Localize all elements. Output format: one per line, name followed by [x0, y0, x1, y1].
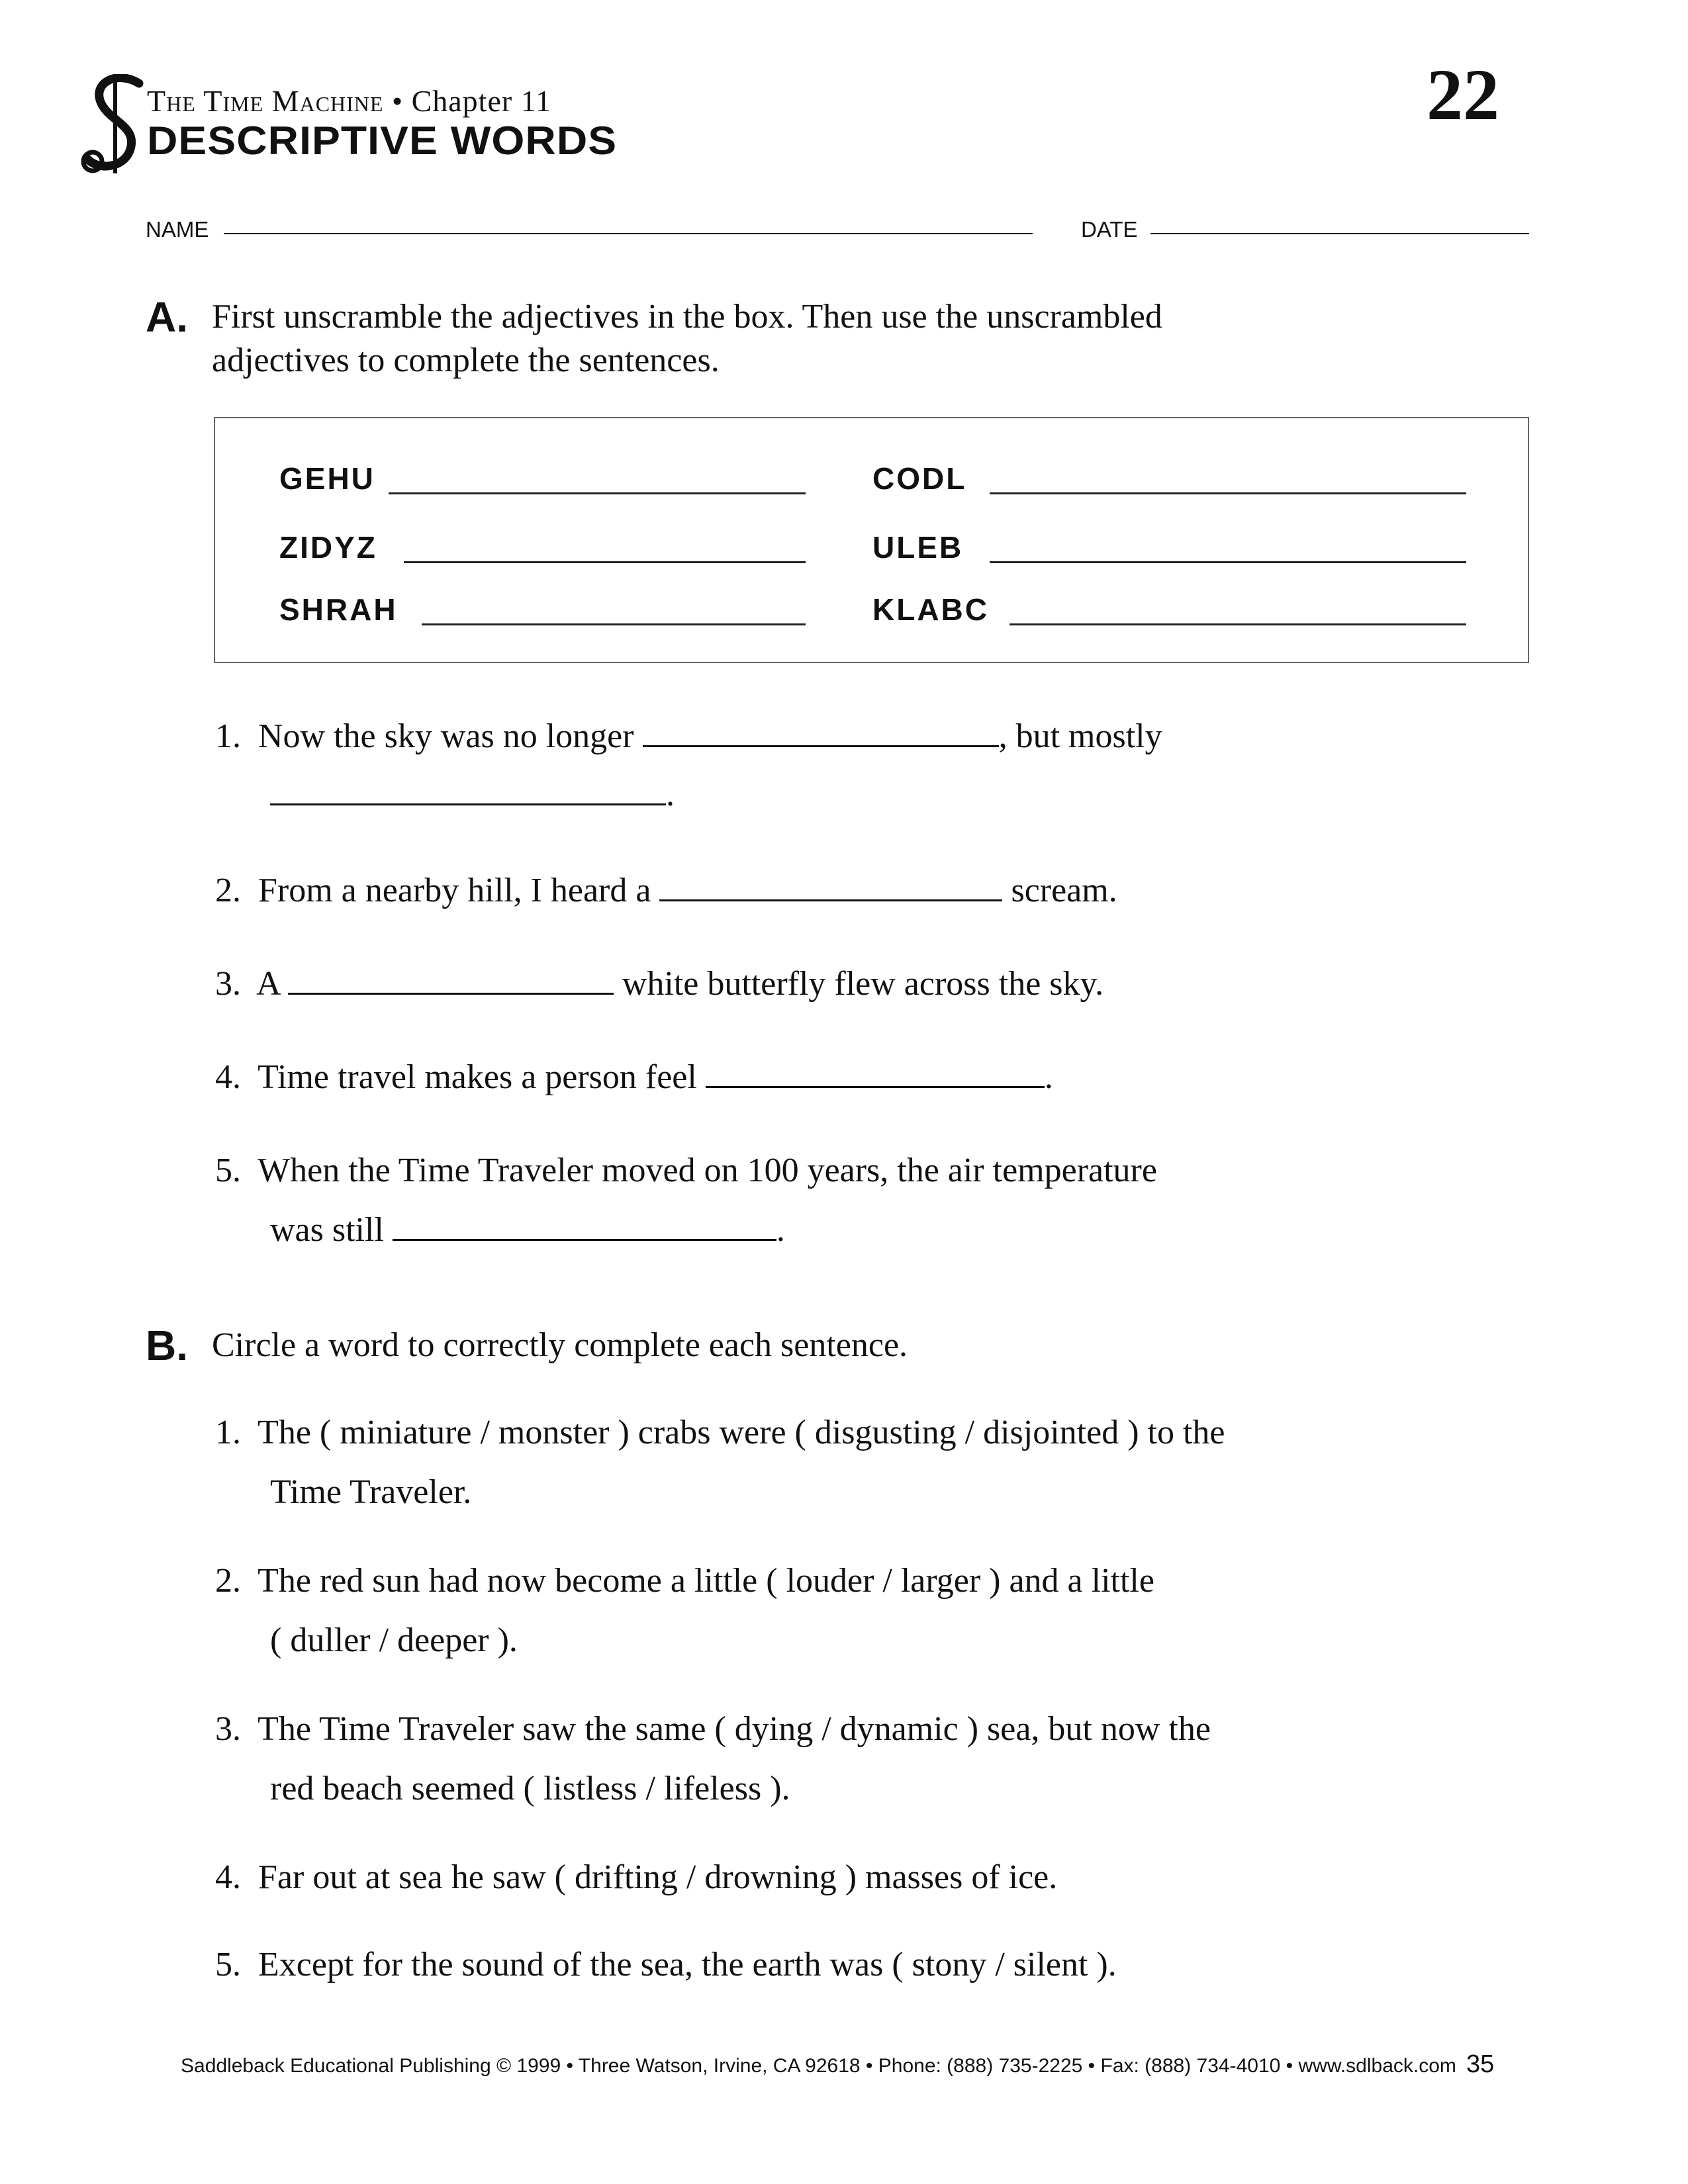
answer-line-1[interactable] — [389, 492, 806, 494]
worksheet-title: DESCRIPTIVE WORDS — [147, 118, 618, 163]
b-item-2-number: 2. — [215, 1562, 241, 1600]
name-line[interactable] — [224, 233, 1033, 234]
footer-page-number: 35 — [1466, 2050, 1495, 2078]
b-item-2-text: The red sun had now become a little ( louder / larger ) and a little — [258, 1562, 1154, 1600]
b-item-1-number: 1. — [215, 1414, 241, 1451]
a-item-2-text-after: scream. — [1011, 872, 1117, 909]
b-item-1-line1 — [215, 1411, 1225, 1455]
b-item-3-line1 — [215, 1707, 1211, 1751]
a-item-1-end: . — [666, 776, 675, 813]
a-item-5-text-2: was still — [270, 1211, 384, 1249]
section-b-instructions: Circle a word to correctly complete each sentence. — [212, 1326, 908, 1364]
a-item-3-number: 3. — [215, 965, 241, 1003]
section-a-instructions-line1: First unscramble the adjectives in the box. Then use the unscrambled — [212, 298, 1162, 336]
b-item-2-line2: ( duller / deeper ). — [270, 1621, 518, 1659]
scrambled-word-2: CODL — [872, 461, 967, 496]
scrambled-word-3: ZIDYZ — [279, 530, 377, 565]
scrambled-word-4: ULEB — [872, 530, 964, 565]
a-item-4 — [215, 1056, 1053, 1099]
book-title: The Time Machine — [147, 84, 384, 118]
a-item-2 — [215, 869, 1117, 913]
a-item-3 — [215, 962, 1103, 1006]
section-a-instructions-line2: adjectives to complete the sentences. — [212, 341, 720, 379]
publisher-logo-icon — [78, 74, 151, 173]
b-item-5-number: 5. — [215, 1946, 241, 1983]
series-title — [147, 83, 551, 118]
answer-line-6[interactable] — [1009, 623, 1466, 625]
separator-dot: • — [391, 84, 404, 118]
a-item-1-line1 — [215, 715, 1162, 758]
a-item-3-text: A — [256, 965, 279, 1003]
a-item-4-number: 4. — [215, 1058, 241, 1096]
a-item-1-line2 — [270, 773, 675, 817]
a-item-1-text: Now the sky was no longer — [258, 717, 634, 755]
b-item-1-line2: Time Traveler. — [270, 1473, 472, 1511]
answer-line-2[interactable] — [990, 492, 1466, 494]
a-item-4-text-after: . — [1044, 1058, 1053, 1096]
chapter-label: Chapter 11 — [411, 84, 551, 118]
b-item-3-line2: red beach seemed ( listless / lifeless ). — [270, 1770, 790, 1807]
scrambled-word-5: SHRAH — [279, 592, 398, 627]
date-line[interactable] — [1150, 233, 1529, 234]
a-item-5-text: When the Time Traveler moved on 100 years, the air temperature — [258, 1152, 1157, 1189]
a-item-5-blank[interactable] — [393, 1210, 776, 1241]
a-item-3-blank[interactable] — [288, 964, 614, 995]
b-item-2-line1 — [215, 1559, 1154, 1603]
a-item-1-text-2: , but mostly — [998, 717, 1162, 755]
a-item-1-number: 1. — [215, 717, 241, 755]
scrambled-words-box — [214, 417, 1529, 663]
b-item-5-text: Except for the sound of the sea, the earth was ( stony / silent ). — [258, 1946, 1117, 1983]
answer-line-5[interactable] — [422, 623, 806, 625]
a-item-5-line2 — [270, 1208, 785, 1252]
a-item-2-number: 2. — [215, 872, 241, 909]
b-item-3-number: 3. — [215, 1710, 241, 1748]
section-b-letter: B. — [146, 1322, 188, 1369]
section-a-letter: A. — [146, 293, 188, 341]
b-item-4-number: 4. — [215, 1858, 241, 1896]
b-item-3-text: The Time Traveler saw the same ( dying / dynamic ) sea, but now the — [258, 1710, 1211, 1748]
scrambled-word-6: KLABC — [872, 592, 989, 627]
b-item-4 — [215, 1856, 1057, 1899]
a-item-2-blank[interactable] — [659, 870, 1002, 901]
a-item-3-text-after: white butterfly flew across the sky. — [622, 965, 1104, 1003]
answer-line-4[interactable] — [990, 561, 1466, 563]
scrambled-word-1: GEHU — [279, 461, 375, 496]
a-item-4-blank[interactable] — [706, 1057, 1045, 1088]
a-item-2-text: From a nearby hill, I heard a — [258, 872, 651, 909]
footer-copyright: Saddleback Educational Publishing © 1999 • Three Watson, Irvine, CA 92618 • Phone: (888) 735-2225 • Fax: (888) 734-4010 • www.sdlback.com — [181, 2055, 1456, 2077]
name-label: NAME — [146, 217, 209, 242]
a-item-4-text: Time travel makes a person feel — [258, 1058, 697, 1096]
a-item-5-line1 — [215, 1149, 1157, 1193]
b-item-1-text: The ( miniature / monster ) crabs were ( disgusting / disjointed ) to the — [258, 1414, 1225, 1451]
worksheet-number: 22 — [1427, 54, 1499, 135]
date-label: DATE — [1081, 217, 1138, 242]
a-item-5-number: 5. — [215, 1152, 241, 1189]
a-item-1-blank-1[interactable] — [643, 716, 999, 747]
a-item-1-blank-2[interactable] — [270, 774, 666, 805]
answer-line-3[interactable] — [404, 561, 806, 563]
a-item-5-end: . — [776, 1211, 785, 1249]
b-item-4-text: Far out at sea he saw ( drifting / drowning ) masses of ice. — [258, 1858, 1058, 1896]
b-item-5 — [215, 1943, 1117, 1987]
